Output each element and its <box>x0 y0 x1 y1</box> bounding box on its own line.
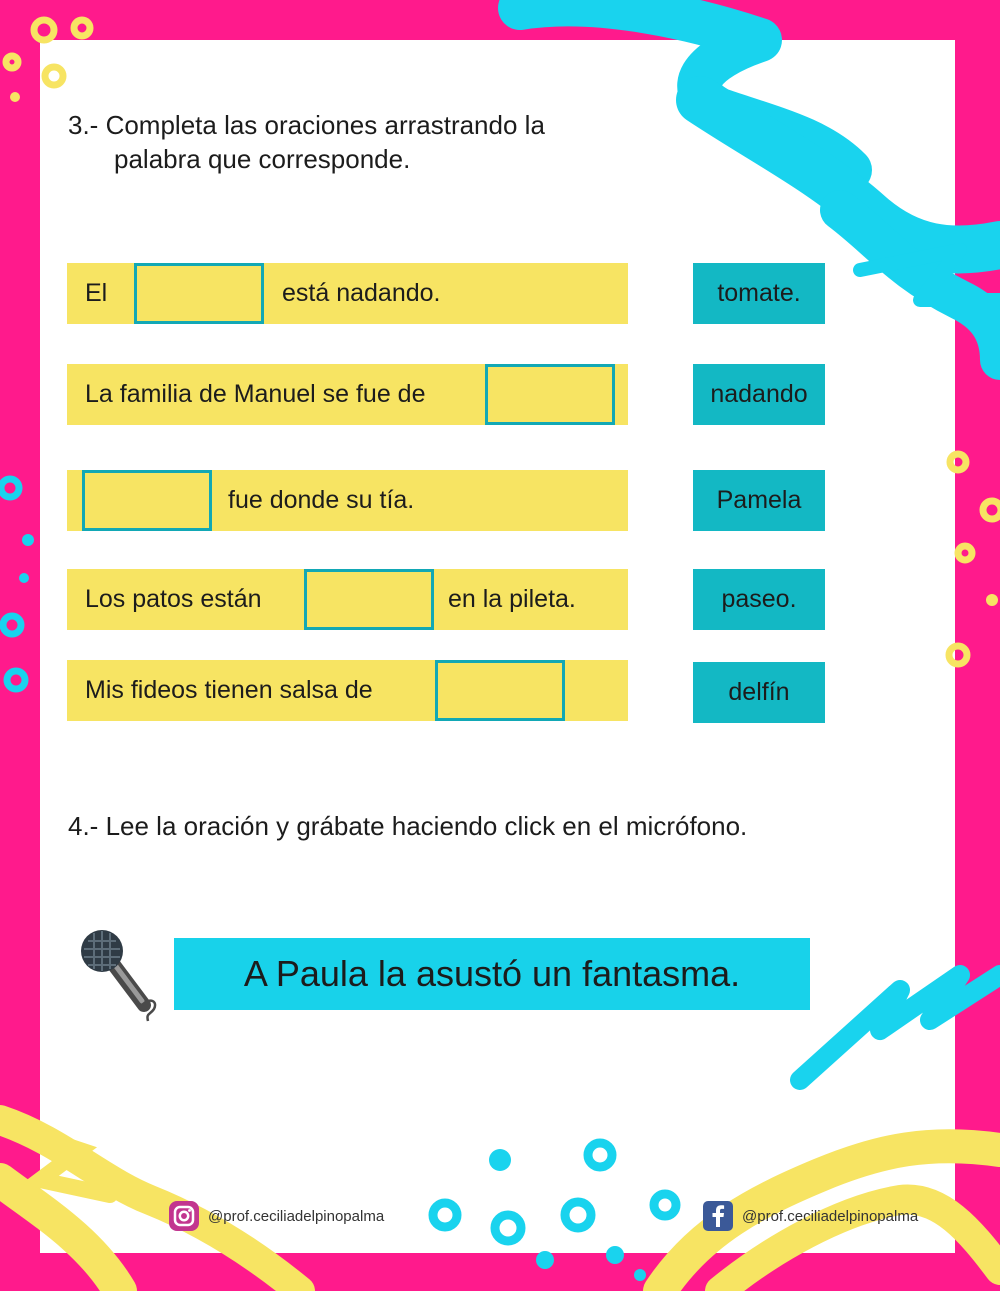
sentence-row-4 <box>67 569 628 630</box>
facebook-credit <box>702 1200 918 1232</box>
word-tile-nadando[interactable]: nadando <box>693 364 825 425</box>
instagram-credit <box>168 1200 384 1232</box>
word-tile-delfin[interactable]: delfín <box>693 662 825 723</box>
sentence-row-1 <box>67 263 628 324</box>
white-sheet <box>40 40 955 1253</box>
sentence-4-before: Los patos están <box>85 585 262 613</box>
sentence-1-after: está nadando. <box>282 279 441 307</box>
drop-zone-2[interactable] <box>485 364 615 425</box>
drop-zone-1[interactable] <box>134 263 264 324</box>
sentence-2-before: La familia de Manuel se fue de <box>85 380 426 408</box>
word-tile-tomate[interactable]: tomate. <box>693 263 825 324</box>
facebook-handle: @prof.ceciliadelpinopalma <box>742 1207 919 1225</box>
drop-zone-5[interactable] <box>435 660 565 721</box>
sentence-5-before: Mis fideos tienen salsa de <box>85 676 373 704</box>
facebook-icon <box>702 1200 734 1232</box>
instagram-icon <box>168 1200 200 1232</box>
sentence-row-3 <box>67 470 628 531</box>
activity3-instruction <box>68 108 628 176</box>
instagram-handle: @prof.ceciliadelpinopalma <box>208 1207 385 1225</box>
drop-zone-4[interactable] <box>304 569 434 630</box>
activity3-instruction-line2: palabra que corresponde. <box>114 144 411 174</box>
word-tile-paseo[interactable]: paseo. <box>693 569 825 630</box>
activity3-instruction-line1: 3.- Completa las oraciones arrastrando la <box>68 110 545 140</box>
drop-zone-3[interactable] <box>82 470 212 531</box>
sentence-3-after: fue donde su tía. <box>228 486 415 514</box>
read-aloud-sentence: A Paula la asustó un fantasma. <box>174 938 810 1010</box>
sentence-1-before: El <box>85 279 108 307</box>
sentence-row-5 <box>67 660 628 721</box>
microphone-icon[interactable] <box>78 925 164 1023</box>
sentence-4-after: en la pileta. <box>448 585 576 613</box>
word-tile-pamela[interactable]: Pamela <box>693 470 825 531</box>
activity4-instruction: 4.- Lee la oración y grábate haciendo click en el micrófono. <box>68 811 748 841</box>
sentence-row-2 <box>67 364 628 425</box>
